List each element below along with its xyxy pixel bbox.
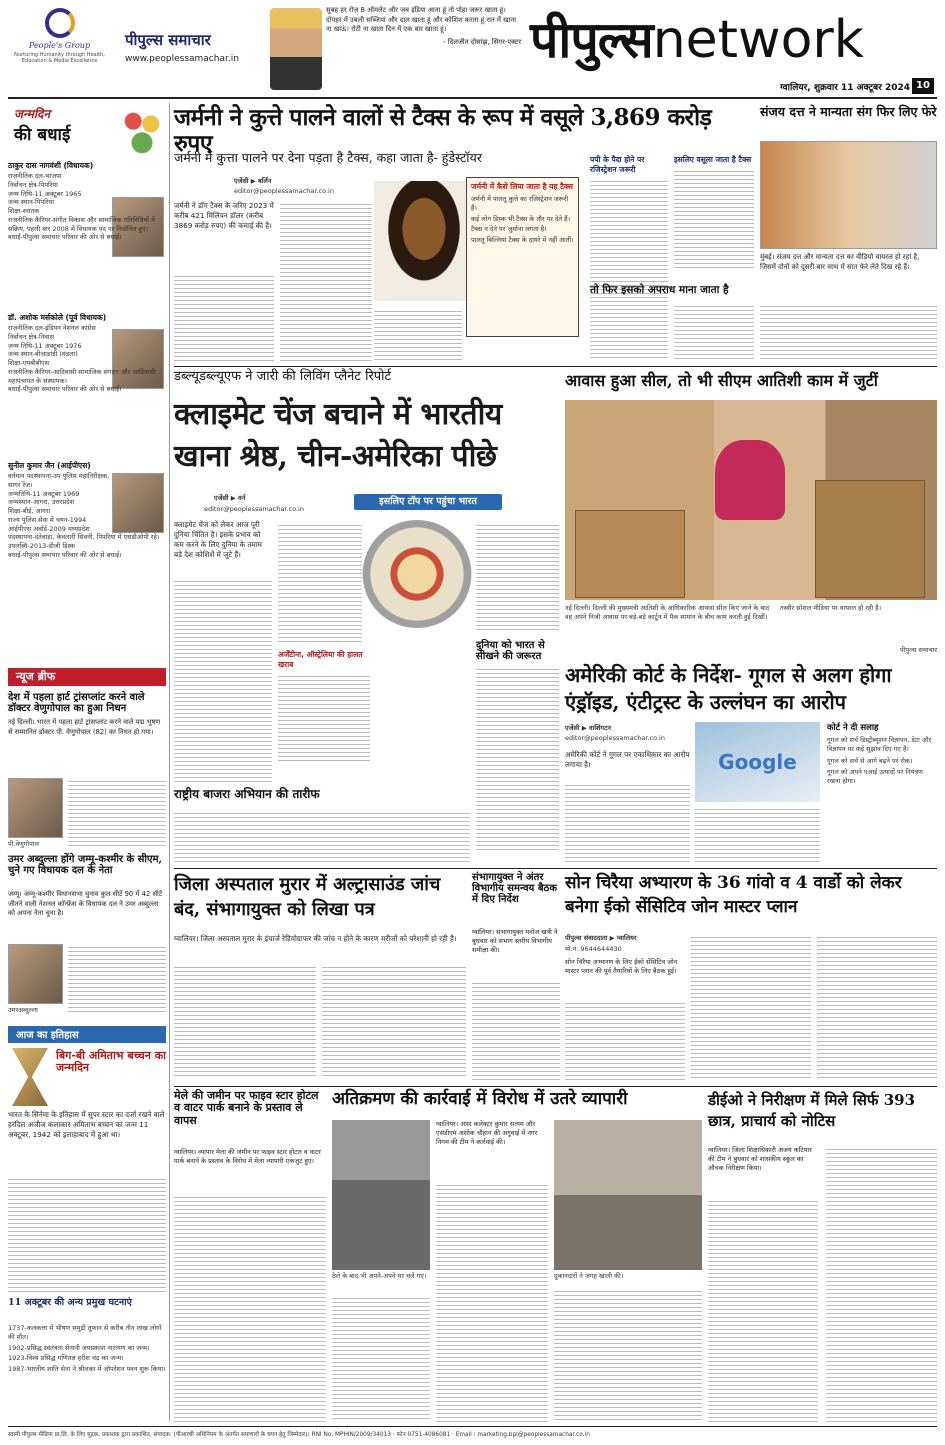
climate-subhead: राष्ट्रीय बाजरा अभियान की तारीफ [174, 787, 320, 801]
sambhag-text: ग्वालियर। संभागायुक्त मनोज खत्री ने बुधवार को संभाग स्तरीय विभागीय समीक्षा की। [472, 928, 558, 955]
google-body-2 [695, 806, 820, 864]
climate-body-4 [174, 810, 470, 862]
birthday-title-top: जन्मदिन [14, 107, 51, 121]
tax-box-point: जर्मनी में पालतू कुत्ते का रजिस्ट्रेशन जरूरी है। [471, 195, 569, 212]
small-paper-title [125, 30, 265, 75]
lead-col2-body [590, 178, 668, 358]
carton-icon [575, 510, 685, 598]
encroach-caption-1: ठेले के बाद भी अपने-अपने घर चले गए। [332, 1272, 427, 1280]
sambhag-headline: संभागायुक्त ने अंतर विभागीय समन्वय बैठक में दिए निर्देश [472, 872, 558, 906]
sonchiraiya-text: सोन चिरैया अभ्यारण के लिए ईको सेंसिटिव जोन मास्टर प्लान की पूर्व तैयारियों के लिए बैठक हुई। [565, 958, 678, 976]
google-byline: एजेंसी ▶ वाशिंगटन [565, 724, 611, 732]
lead-col4-title: तो फिर इसको अपराध माना जाता है [590, 284, 729, 296]
person-2-line: राजनीतिक दल-इंडियन नेशनल कांग्रेस [8, 324, 96, 332]
person-2-line: निर्वाचन क्षेत्र-निवास [8, 332, 54, 341]
hotel-body [174, 1194, 326, 1422]
brief-2-photo [8, 944, 63, 1004]
sanjay-body [760, 303, 937, 361]
hotel-headline: मेले की जमीन पर फाइव स्टार होटल व वाटर पार्क बनाने के प्रस्ताव ले वापस [174, 1089, 319, 1127]
deo-story [708, 1090, 937, 1425]
hospital-body-2 [322, 964, 466, 1079]
sonchiraiya-story [565, 872, 937, 1082]
climate-box [278, 650, 370, 770]
climate-body-2 [278, 522, 362, 642]
deo-body-2 [826, 1146, 937, 1422]
birthday-section [8, 103, 166, 665]
event-item: 1902-प्रसिद्ध स्वतंत्रता सेनानी जयप्रकाश नारायण का जन्म। [8, 1343, 150, 1352]
quote-author: - दिलजीत दोसांझ, सिंगर-एक्टर [443, 37, 521, 46]
sonchiraiya-body-1 [565, 1000, 685, 1080]
person-1-line: बधाई-पीपुल्स समाचार परिवार की ओर से बधाई। [8, 233, 122, 242]
brief-1-headline: देश में पहला हार्ट ट्रांसप्लांट करने वाले डॉक्टर वेणुगोपाल का हुआ निधन [8, 692, 145, 715]
logo-english: network [652, 10, 864, 70]
birthday-person-1 [8, 161, 166, 311]
climate-body-1 [174, 578, 272, 783]
hourglass-icon [12, 1048, 48, 1106]
climate-pill: इसलिए टॉप पर पहुंचा भारत [354, 494, 502, 510]
encroach-text: ग्वालियर। अपर कलेक्टर कुमार सत्यम और एसडीएम अशोक चौहान की अगुवाई में नगर निगम की टीम ने कार्रवाई की। [436, 1120, 538, 1147]
masthead-divider [8, 97, 937, 99]
person-2-name: डॉ. अशोक मर्सकोले (पूर्व विधायक) [8, 313, 107, 322]
person-3-line: जन्मस्थान-आगरा, उत्तरप्रदेश [8, 498, 75, 507]
encroach-body-2 [332, 1295, 430, 1422]
lead-headline: जर्मनी ने कुत्ते पालने वालों से टैक्स के रूप में वसूले 3,869 करोड़ रुपए [174, 104, 712, 157]
brief-2-text: जम्मू। जम्मू-कश्मीर विधानसभा चुनाव कुल सीटें 90 में 42 सीटें जीतने वाली नेशनल कॉन्फ्रेंस के विधायक दल ने उमर अब्दुल्ला को अपना नेता चुना है। [8, 890, 163, 918]
google-body-1 [565, 782, 690, 864]
birthday-person-2 [8, 313, 166, 459]
climate-kicker: डब्ल्यूडब्ल्यूएफ ने जारी की लिविंग प्लैनेट रिपोर्ट [174, 369, 392, 384]
carton-icon [815, 480, 925, 598]
birthday-title-bottom: की बधाई [14, 125, 71, 145]
group-name: People's Group [28, 41, 91, 50]
climate-box-title: अर्जेंटीना, ऑस्ट्रेलिया की हालत खराब [278, 650, 363, 669]
person-1-line: निर्वाचन क्षेत्र-पिपरिया [8, 180, 58, 189]
footer-imprint: स्वामी पीपुल्स मीडिया प्रा.लि. के लिए मुद्रक, प्रकाशक द्वारा प्रकाशित, संपादक: (पीआरबी अधिनियम के अंतर्गत समाचारों के चयन हेतु जिम्मेदार)। RNI No. MPHIN/2009/34013 · फोन 0751-4086081 · Email : marketing.bpl@peoplessamachar.co.in [8, 1432, 590, 1438]
history-section [8, 1026, 166, 1421]
tax-box-point: कई लोग डिस्क भी टैक्स के तौर पर देते हैं। [471, 214, 571, 223]
history-label: आज का इतिहास [8, 1026, 166, 1043]
sanjay-photo [760, 141, 937, 249]
encroach-body-3 [554, 1288, 702, 1422]
google-headline: अमेरिकी कोर्ट के निर्देश- गूगल से अलग होगा एंड्रॉइड, एंटीट्रस्ट के उल्लंघन का आरोप [565, 663, 892, 714]
lead-col-2 [590, 155, 668, 361]
climate-side-body [476, 666, 559, 851]
hotel-story [174, 1090, 326, 1425]
lead-divider [174, 366, 937, 367]
hospital-body-1 [174, 964, 316, 1079]
peoples-group-logo [12, 8, 107, 88]
paper-small-name: पीपुल्स समाचार [125, 31, 211, 49]
encroach-headline: अतिक्रमण की कार्रवाई में विरोध में उतरे व्यापारी [332, 1089, 628, 1109]
deo-headline: डीईओ ने निरीक्षण में मिले सिर्फ 393 छात्र, प्राचार्य को नोटिस [708, 1091, 916, 1130]
thali-photo [362, 520, 472, 628]
sanjay-text: मुंबई। संजय दत्त और मान्यता दत्त का वीडियो वायरल हो रहा है, जिसमें दोनों को दूसरी बार साथ में सात फेरे लेते दिख रहे हैं। [760, 253, 920, 271]
brief-2-body [68, 944, 166, 1014]
lead-text: जर्मनी ने डॉग टैक्स के जरिए 2023 में करीब 421 मिलियन डॉलर (करीब 3869 करोड़ रुपए) की कमाई की है। [174, 201, 274, 231]
group-tagline: Nurturing Humanity through Health, Education & Media Excellence [14, 52, 105, 64]
lead-body-1 [174, 273, 274, 361]
climate-byline: एजेंसी ▶ वर्न [214, 494, 246, 502]
sonchiraiya-byline: पीपुल्स संवाददाता ▶ ग्वालियर [565, 934, 637, 942]
person-figure-icon [715, 440, 785, 520]
brief-1-text: नई दिल्ली। भारत में पहला हार्ट ट्रांसप्लांट करने वाले पद्म भूषण से सम्मानित डॉक्टर पी. वेणुगोपाल (82) का निधन हो गया। [8, 718, 161, 736]
masthead [0, 0, 945, 100]
person-3-line: वर्तमान पदस्थापना-उप पुलिस महानिरीक्षक, सागर रेंज। [8, 472, 110, 489]
person-3-line: जन्मतिथि-11 अक्टूबर 1969 [8, 489, 80, 498]
person-2-line: बधाई-पीपुल्स समाचार परिवार की ओर से बधाई। [8, 385, 122, 394]
lead-col4-body [674, 303, 754, 361]
person-2-line: जन्म तिथि-11 अक्टूबर 1976 [8, 341, 82, 350]
quote-block [326, 6, 521, 94]
brief-2-headline: उमर अब्दुल्ला होंगे जम्मू-कश्मीर के सीएम, चुने गए विधायक दल के नेता [8, 854, 162, 877]
event-item: 1923-विश्व प्रसिद्ध गणितज्ञ हरीश चंद्र का जन्म। [8, 1354, 124, 1363]
person-3-line: उपलब्धि-2013-डीजी डिस्क [8, 542, 76, 551]
atishi-photo [565, 400, 937, 600]
brief-1-photo [8, 778, 63, 838]
news-brief-section [8, 668, 166, 1023]
brief-1-caption: पी.वेणुगोपाल [8, 840, 39, 848]
person-2-line: राजनीतिक कैरियर-आदिवासी सामाजिक संगठन और आदिवासी महापंचायत के संस्थापक। [8, 367, 156, 385]
google-side [827, 722, 937, 864]
google-side-title: कोर्ट ने दी सलाह [827, 723, 879, 733]
peoples-group-emblem-icon [45, 8, 75, 38]
google-side-point: गूगल को अपने एआई उत्पादों पर नियंत्रण रखना होगा। [827, 768, 923, 786]
lead-col3-title: इसलिए वसूला जाता है टैक्स [674, 155, 752, 164]
climate-text: क्लाइमेट चेंज को लेकर आज पूरी दुनिया चिंतित है। इसके प्रभाव को कम करने के लिए दुनिया के तमाम बड़े देश कोशिशें में जुटे हैं। [174, 520, 262, 560]
person-3-details [8, 472, 160, 664]
page-number: 10 [912, 78, 934, 94]
tax-box-point: टैक्स न देने पर जुर्माना लगता है। [471, 225, 547, 234]
lead-col2-title: पपी के पैदा होने पर रजिस्ट्रेशन जरूरी [590, 155, 645, 174]
sambhag-body [472, 980, 560, 1080]
sonchiraiya-body-2 [691, 934, 811, 1080]
quote-portrait [270, 8, 322, 90]
mid-divider [174, 868, 937, 869]
person-1-line: शिक्षा-स्नातक [8, 207, 40, 216]
hospital-text: ग्वालियर। जिला अस्पताल मुरार के इंचार्ज रेडियोग्राफर की जांच न होने के कारण मरीजों को परेशानी हो रही है। [174, 934, 457, 943]
google-side-point: गूगल को सर्च से आगे बढ़ने पर रोक। [827, 756, 913, 765]
brief-1-body [68, 778, 166, 848]
tax-info-box [466, 177, 579, 337]
sonchiraiya-body-3 [817, 934, 937, 1080]
history-title: बिग-बी अमिताभ बच्चन का जन्मदिन [56, 1049, 167, 1075]
google-story [565, 662, 937, 867]
lead-email[interactable]: editor@peoplessamachar.co.in [234, 187, 334, 195]
climate-box-body [278, 673, 370, 763]
hospital-story [174, 872, 466, 1082]
dateline: ग्वालियर, शुक्रवार 11 अक्टूबर 2024 [780, 83, 910, 93]
google-email[interactable]: editor@peoplessamachar.co.in [565, 734, 665, 742]
sanjay-story [760, 103, 937, 363]
person-1-name: ठाकुर दास नागवंशी (विधायक) [8, 161, 94, 170]
lead-body-2 [280, 201, 372, 361]
climate-story [174, 370, 559, 865]
sonchiraiya-headline: सोन चिरैया अभ्यारण के 36 गांवो व 4 वार्डो को लेकर बनेगा ईको सेंसिटिव जोन मास्टर प्लान [565, 873, 902, 917]
hotel-text: ग्वालियर। व्यापार मेला की जमीन पर फाइव स्टार होटल व वाटर पार्क बनाने के प्रस्ताव के विरोध में मेला व्यापारी एकजुट हुए। [174, 1148, 321, 1166]
encroach-body-1 [436, 1182, 548, 1422]
birthday-banner [14, 105, 114, 157]
lead-byline: एजेंसी ▶ बर्लिन [234, 177, 272, 185]
lead-body-3 [374, 308, 462, 361]
climate-body-3 [476, 522, 559, 632]
encroach-story [332, 1090, 702, 1425]
google-logo: Google [718, 750, 797, 774]
google-photo [695, 722, 820, 802]
person-3-line: राज्य पुलिस सेवा में चयन-1994 [8, 515, 87, 524]
encroach-photo-1 [332, 1120, 430, 1270]
climate-side-title: दुनिया को भारत से सीखने की जरूरत [476, 640, 545, 663]
history-body [8, 1176, 166, 1294]
person-3-line: शिक्षा-बीई, आगरा [8, 507, 51, 516]
news-brief-label: न्यूज ब्रीफ [8, 668, 166, 686]
person-3-name: सुनील कुमार जैन (आईपीएस) [8, 461, 91, 470]
atishi-credit: पीपुल्स समाचार [900, 646, 937, 654]
deo-body-1 [708, 1198, 818, 1422]
events-title: 11 अक्टूबर की अन्य प्रमुख घटनाएं [8, 1297, 132, 1308]
person-3-line: आईपीएस अवॉर्ड-2009 मध्यप्रदेश [8, 524, 90, 533]
person-3-line: पदस्थापना-दंतेवाड़ा, केवलारी सिवनी, पिपरिया में एसडीओपी रहे। [8, 533, 160, 542]
person-1-details [8, 172, 155, 310]
person-2-line: शिक्षा-एमबीबीएस [8, 359, 50, 368]
encroach-photo-2 [554, 1120, 702, 1270]
person-1-line: राजनीतिक कैरियर-संगीत विकास और सामाजिक गतिविधियों में सक्रिय, पहली बार 2008 में विधायक पद पर निर्वाचित हुए। [8, 215, 155, 233]
encroach-caption-2: दुकानदारों ने जगह खाली की। [554, 1272, 624, 1280]
hospital-headline: जिला अस्पताल मुरार में अल्ट्रासाउंड जांच बंद, संभागायुक्त को लिखा पत्र [174, 874, 441, 921]
person-1-line: राजनीतिक दल-भाजपा [8, 172, 62, 180]
climate-side [476, 640, 559, 865]
lead-deck: जर्मनी में कुत्ता पालने पर देना पड़ता है टैक्स, कहा जाता है- हुंडेस्टॉयर [174, 150, 482, 165]
person-1-line: जन्म तिथि-11 अक्टूबर 1965 [8, 189, 82, 198]
lower-divider [174, 1086, 937, 1087]
footer-rule [8, 1426, 937, 1427]
event-item: 1987-भारतीय शांति सेना ने श्रीलंका में ऑपरेशन पवन शुरू किया। [8, 1365, 166, 1374]
main-logo [530, 4, 940, 76]
person-3-line: बधाई-पीपुल्स समाचार परिवार की ओर से बधाई। [8, 550, 122, 559]
brief-2-caption: उमरअब्दुल्ला [8, 1006, 38, 1014]
google-text: अमेरिकी कोर्ट ने गूगल पर एकाधिकार का आरोप लगाया है। [565, 750, 690, 770]
sonchiraiya-phone: मो.नं. 9644644430 [565, 945, 622, 953]
quote-text: सुबह हर रोज़ 8 ऑमलेट और जब इंडिया आता हूं तो पोहा जरूर खाता हूं। दोपहर में उबली सब्जियां और दाल खाता हूं और कोशिश करता हूं रात में खाना ना खाऊं। रोटी ना खाता दिन में एक बार खाता हूं। [326, 6, 517, 34]
events-list [8, 1324, 166, 1419]
sanjay-headline: संजय दत्त ने मान्यता संग फिर लिए फेरे [760, 104, 937, 119]
history-text: भारत के सिनेमा के इतिहास में सुपर स्टार का दर्जा रखने वाले हरदिल अजीज कलाकार अमिताभ बच्चन का जन्म 11 अक्टूबर, 1942 को इलाहाबाद में हुआ था। [8, 1110, 165, 1140]
flower-icon [120, 105, 164, 159]
tax-box-point: पालतू बिल्लियां टैक्स के दायरे में नहीं आतीं। [471, 236, 574, 245]
atishi-story [565, 370, 937, 658]
left-column-rule [169, 103, 170, 1421]
dog-photo [374, 181, 474, 301]
website-link[interactable]: www.peoplessamachar.in [125, 54, 239, 64]
atishi-headline: आवास हुआ सील, तो भी सीएम आतिशी काम में जुटीं [565, 371, 878, 390]
sambhag-story [472, 872, 560, 1082]
birthday-person-3 [8, 461, 166, 665]
logo-hindi: पीपुल्स [530, 11, 653, 69]
climate-email[interactable]: editor@peoplessamachar.co.in [204, 505, 304, 513]
lead-story [174, 103, 754, 363]
person-2-details [8, 324, 156, 458]
atishi-caption: नई दिल्ली। दिल्ली की मुख्यमंत्री आतिशी के आधिकारिक आवास सील किए जाने के बाद वह अपने निजी आवास पर बड़े-बड़े कार्टून में पैक सामान के बीच काम करती हुई दिखीं। [565, 604, 770, 621]
person-2-line: जन्म स्थान-बीजाडांडी (मंडला) [8, 350, 78, 359]
lead-col-3 [674, 155, 754, 285]
atishi-caption-2: तस्वीर सोशल मीडिया पर वायरल हो रही है। [780, 604, 882, 612]
tax-box-title: जर्मनी में कैसे लिया जाता है यह टैक्स [471, 182, 573, 191]
lead-col3-body [674, 168, 754, 268]
google-side-point: गूगल को सर्च डिस्ट्रीब्यूशन विज्ञापन, डेटा और विज्ञापन पर कई सुझाव दिए गए हैं। [827, 736, 932, 753]
person-1-line: जन्म स्थान-पिपरिया [8, 198, 54, 207]
climate-headline: क्लाइमेट चेंज बचाने में भारतीय खाना श्रेष्ठ, चीन-अमेरिका पीछे [174, 397, 502, 474]
deo-text: ग्वालियर। जिला शिक्षाधिकारी अजय कटियार की टीम ने बुधवार को शासकीय स्कूल का औचक निरीक्षण किया। [708, 1146, 812, 1173]
event-item: 1737-कलकत्ता में भीषण समुद्री तूफान से करीब तीन लाख लोगों की मौत। [8, 1324, 162, 1341]
